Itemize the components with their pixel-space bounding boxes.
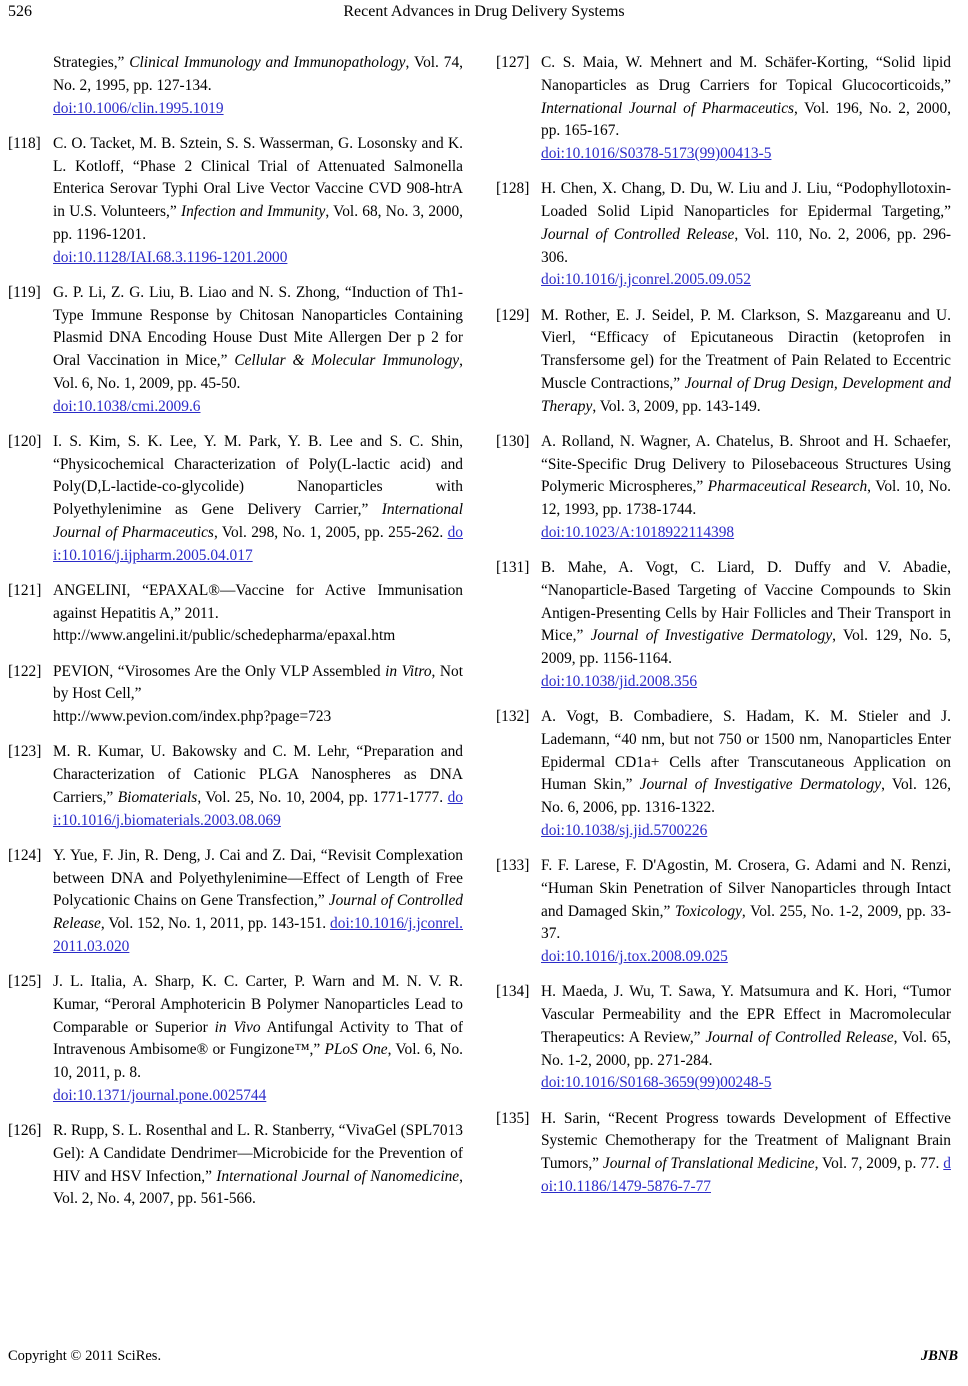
reference-number: [127]	[496, 54, 530, 71]
reference-number: [131]	[496, 559, 530, 576]
doi-link[interactable]: doi:10.1023/A:1018922114398	[541, 523, 735, 541]
reference-text: G. P. Li, Z. G. Liu, B. Liao and N. S. Zhong, “Induction of Th1-Type Immune Response by Chitosan Nanoparticles Containing Plasmid DNA Encoding House Dust Mite Allergen Der p 2 for Oral Vaccination in Mice,” Cellular & Molecular Immunology, Vol. 6, No. 1, 2009, pp. 45-50. doi:10.1038/cmi.2009.6	[53, 283, 463, 415]
reference-text: I. S. Kim, S. K. Lee, Y. M. Park, Y. B. Lee and S. C. Shin, “Physicochemical Characterization of Poly(L-lactic acid) and Poly(D,L-lactide-co-glycolide) Nanoparticles with Polyethylenimine as Gene Delivery Carrier,” International Journal of Pharmaceutics, Vol. 298, No. 1, 2005, pp. 255-262. doi:10.1016/j.ijpharm.2005.04.017	[53, 432, 463, 564]
reference-text: B. Mahe, A. Vogt, C. Liard, D. Duffy and V. Abadie, “Nanoparticle-Based Targeting of Vaccine Compounds to Skin Antigen-Presenting Cells by Hair Follicles and Their Transport in Mice,” Journal of Investigative Dermatology, Vol. 129, No. 5, 2009, pp. 1156-1164. doi:10.1038/jid.2008.356	[541, 559, 951, 690]
reference-number: [125]	[8, 973, 42, 990]
reference-entry	[496, 52, 951, 166]
reference-text: C. O. Tacket, M. B. Sztein, S. S. Wasserman, G. Losonsky and K. L. Kotloff, “Phase 2 Clinical Trial of Attenuated Salmonella Enterica Serovar Typhi Oral Live Vector Vaccine CVD 908-htrA in U.S. Volunteers,” Infection and Immunity, Vol. 68, No. 3, 2000, pp. 1196-1201. doi:10.1128/IAI.68.3.1196-1201.2000	[53, 134, 463, 266]
reference-text: H. Maeda, J. Wu, T. Sawa, Y. Matsumura and K. Hori, “Tumor Vascular Permeability and the EPR Effect in Macromolecular Therapeutics: A Review,” Journal of Controlled Release, Vol. 65, No. 1-2, 2000, pp. 271-284. doi:10.1016/S0168-3659(99)00248-5	[541, 983, 952, 1092]
doi-link[interactable]: doi:10.1038/sj.jid.5700226	[541, 821, 708, 839]
reference-number: [133]	[496, 857, 530, 874]
running-head-title: Recent Advances in Drug Delivery Systems	[343, 3, 625, 20]
reference-text: Strategies,” Clinical Immunology and Immunopathology, Vol. 74, No. 2, 1995, pp. 127-134. doi:10.1006/clin.1995.1019	[53, 54, 464, 117]
reference-entry	[8, 661, 463, 729]
page-number: 526	[8, 3, 32, 20]
url-link[interactable]: http://www.angelini.it/public/schedepharma/epaxal.htm	[53, 627, 396, 645]
reference-text: H. Sarin, “Recent Progress towards Development of Effective Systemic Chemotherapy for the Treatment of Malignant Brain Tumors,” Journal of Translational Medicine, Vol. 7, 2009, p. 77. doi:10.1186/1479-5876-7-77	[541, 1109, 951, 1195]
doi-link[interactable]: doi:10.1016/S0378-5173(99)00413-5	[541, 145, 772, 162]
reference-entry	[496, 431, 951, 545]
reference-entry	[496, 706, 951, 843]
reference-continuation	[8, 52, 463, 120]
reference-number: [122]	[8, 662, 42, 680]
reference-entry	[496, 1108, 951, 1199]
reference-text: F. F. Larese, F. D'Agostin, M. Crosera, G. Adami and N. Renzi, “Human Skin Penetration of Silver Nanoparticles through Intact and Damaged Skin,” Toxicology, Vol. 255, No. 1-2, 2009, pp. 33-37. doi:10.1016/j.tox.2008.09.025	[541, 857, 952, 965]
reference-entry	[496, 305, 951, 419]
left-column	[8, 52, 463, 1224]
reference-entry	[8, 845, 463, 959]
doi-link[interactable]: doi:10.1016/S0168-3659(99)00248-5	[541, 1074, 772, 1092]
reference-entry	[8, 133, 463, 270]
reference-number: [118]	[8, 134, 41, 152]
reference-text: C. S. Maia, W. Mehnert and M. Schäfer-Korting, “Solid lipid Nanoparticles as Drug Carriers for Topical Glucocorticoids,” International Journal of Pharmaceutics, Vol. 196, No. 2, 2000, pp. 165-167. doi:10.1016/S0378-5173(99)00413-5	[541, 54, 951, 162]
reference-number: [124]	[8, 846, 42, 864]
doi-link[interactable]: doi:10.1006/clin.1995.1019	[53, 99, 224, 117]
doi-link[interactable]: doi:10.1016/j.jconrel.2011.03.020	[53, 915, 463, 955]
doi-link[interactable]: doi:10.1016/j.tox.2008.09.025	[541, 948, 728, 965]
running-head	[0, 0, 968, 26]
doi-link[interactable]: doi:10.1016/j.biomaterials.2003.08.069	[53, 788, 463, 829]
journal-abbreviation: JBNB	[920, 1348, 958, 1364]
reference-text: R. Rupp, S. L. Rosenthal and L. R. Stanberry, “VivaGel (SPL7013 Gel): A Candidate Dendrimer—Microbicide for the Prevention of HIV and HSV Infection,” International Journal of Nanomedicine, Vol. 2, No. 4, 2007, pp. 561-566.	[53, 1122, 463, 1208]
reference-columns	[0, 52, 968, 1224]
right-column	[496, 52, 951, 1224]
reference-entry	[8, 282, 463, 419]
reference-entry	[496, 855, 951, 969]
doi-link[interactable]: doi:10.1016/j.jconrel.2005.09.052	[541, 271, 751, 289]
doi-link[interactable]: doi:10.1016/j.ijpharm.2005.04.017	[53, 523, 463, 564]
reference-number: [134]	[496, 983, 530, 1001]
doi-link[interactable]: doi:10.1186/1479-5876-7-77	[541, 1155, 951, 1195]
reference-number: [123]	[8, 743, 42, 761]
reference-text: Y. Yue, F. Jin, R. Deng, J. Cai and Z. Dai, “Revisit Complexation between DNA and Polyethylenimine—Effect of Length of Free Polycationic Chains on Gene Transfection,” Journal of Controlled Release, Vol. 152, No. 1, 2011, pp. 143-151. doi:10.1016/j.jconrel.2011.03.020	[53, 846, 463, 955]
reference-entry	[8, 971, 463, 1108]
url-link[interactable]: http://www.pevion.com/index.php?page=723	[53, 708, 332, 725]
right-reference-list	[496, 52, 951, 1199]
reference-text: M. Rother, E. J. Seidel, P. M. Clarkson, S. Mazgareanu and U. Vierl, “Efficacy of Epicutaneous Diractin (ketoprofen in Transfersome gel) for the Treatment of Pain Related to Eccentric Muscle Contractions,” Journal of Drug Design, Development and Therapy, Vol. 3, 2009, pp. 143-149.	[541, 306, 951, 415]
doi-link[interactable]: doi:10.1038/cmi.2009.6	[53, 397, 201, 415]
reference-entry	[8, 1120, 463, 1211]
reference-number: [126]	[8, 1122, 42, 1139]
reference-entry	[8, 741, 463, 832]
reference-number: [121]	[8, 581, 42, 599]
reference-entry	[8, 431, 463, 568]
reference-text: ANGELINI, “EPAXAL®—Vaccine for Active Immunisation against Hepatitis A,” 2011. http://www.angelini.it/public/schedepharma/epaxal.htm	[53, 581, 463, 645]
reference-text: PEVION, “Virosomes Are the Only VLP Assembled in Vitro, Not by Host Cell,” http://www.pevion.com/index.php?page=723	[53, 662, 463, 725]
reference-entry	[496, 981, 951, 1095]
reference-text: M. R. Kumar, U. Bakowsky and C. M. Lehr, “Preparation and Characterization of Cationic PLGA Nanospheres as DNA Carriers,” Biomaterials, Vol. 25, No. 10, 2004, pp. 1771-1777. doi:10.1016/j.biomaterials.2003.08.069	[53, 743, 463, 829]
reference-number: [128]	[496, 180, 530, 198]
reference-entry	[496, 557, 951, 694]
reference-text: A. Vogt, B. Combadiere, S. Hadam, K. M. Stieler and J. Lademann, “40 nm, but not 750 or 1500 nm, Nanoparticles Enter Epidermal CD1a+ Cells after Transcutaneous Application on Human Skin,” Journal of Investigative Dermatology, Vol. 126, No. 6, 2006, pp. 1316-1322. doi:10.1038/sj.jid.5700226	[541, 708, 951, 839]
reference-entry	[8, 580, 463, 648]
reference-number: [135]	[496, 1109, 530, 1127]
copyright-notice: Copyright © 2011 SciRes.	[8, 1348, 162, 1364]
reference-number: [120]	[8, 432, 42, 450]
doi-link[interactable]: doi:10.1038/jid.2008.356	[541, 672, 698, 690]
page-footer	[0, 1346, 968, 1368]
reference-number: [129]	[496, 306, 530, 324]
reference-number: [132]	[496, 708, 530, 725]
reference-number: [119]	[8, 283, 41, 301]
reference-text: H. Chen, X. Chang, D. Du, W. Liu and J. Liu, “Podophyllotoxin-Loaded Solid Lipid Nanoparticles for Epidermal Targeting,” Journal of Controlled Release, Vol. 110, No. 2, 2006, pp. 296-306. doi:10.1016/j.jconrel.2005.09.052	[541, 180, 952, 289]
reference-entry	[496, 178, 951, 292]
reference-number: [130]	[496, 432, 530, 450]
reference-text: J. L. Italia, A. Sharp, K. C. Carter, P. Warn and M. N. V. R. Kumar, “Peroral Amphotericin B Polymer Nanoparticles Lead to Comparable or Superior in Vivo Antifungal Activity to That of Intravenous Ambisome® or Fungizone™,” PLoS One, Vol. 6, No. 10, 2011, p. 8. doi:10.1371/journal.pone.0025744	[53, 973, 463, 1104]
doi-link[interactable]: doi:10.1371/journal.pone.0025744	[53, 1086, 267, 1104]
doi-link[interactable]: doi:10.1128/IAI.68.3.1196-1201.2000	[53, 248, 288, 266]
left-reference-list	[8, 133, 463, 1211]
reference-text: A. Rolland, N. Wagner, A. Chatelus, B. Shroot and H. Schaefer, “Site-Specific Drug Delivery to Pilosebaceous Structures Using Polymeric Microspheres,” Pharmaceutical Research, Vol. 10, No. 12, 1993, pp. 1738-1744. doi:10.1023/A:1018922114398	[541, 432, 952, 541]
